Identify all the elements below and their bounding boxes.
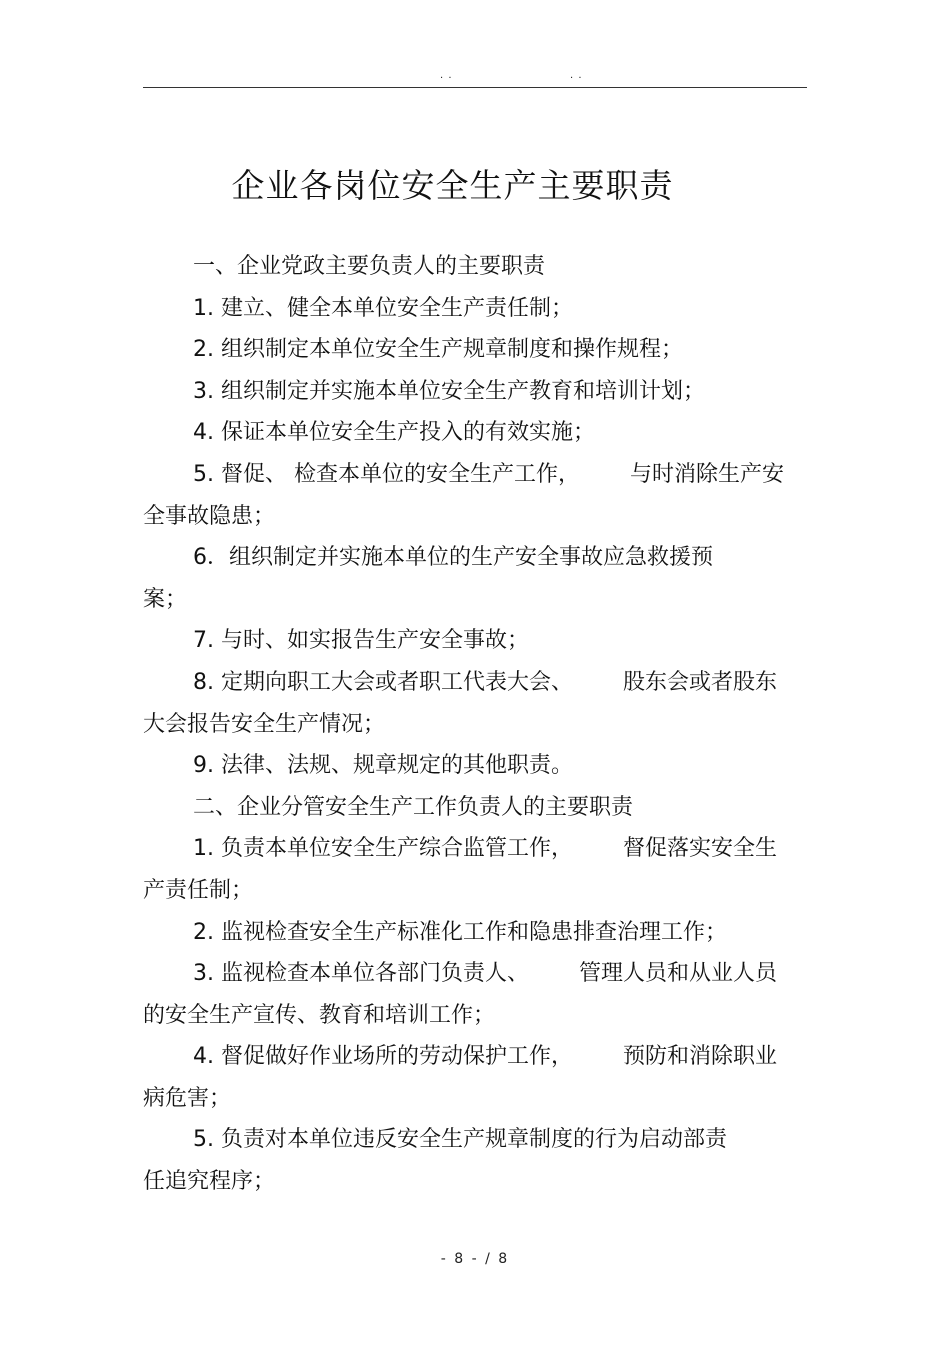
list-item: [143, 662, 793, 704]
header-dots-right: . .: [570, 70, 583, 81]
list-item-text: 督促落实安全生: [623, 836, 778, 862]
header-marks: [440, 70, 640, 84]
list-item-continuation: 病危害；: [143, 1085, 232, 1111]
list-item-continuation: 的安全生产宣传、教育和培训工作；: [143, 1002, 496, 1028]
list-item-continuation: 任追究程序；: [143, 1169, 276, 1195]
list-item: 7. 与时、如实报告生产安全事故；: [193, 628, 529, 654]
list-item: [143, 1036, 793, 1078]
page-title: 企业各岗位安全生产主要职责: [231, 166, 674, 205]
list-item: 9. 法律、法规、规章规定的其他职责。: [193, 753, 573, 779]
list-item-text: 与时消除生产安: [629, 461, 784, 487]
list-item: 1. 建立、健全本单位安全生产责任制；: [193, 295, 573, 321]
list-item-text: 股东会或者股东: [623, 669, 778, 695]
list-item-text: 3. 监视检查本单位各部门负责人、: [193, 961, 529, 987]
list-item: [143, 828, 793, 870]
list-item: 5. 负责对本单位违反安全生产规章制度的行为启动部责: [193, 1127, 727, 1153]
list-item: 4. 保证本单位安全生产投入的有效实施；: [193, 420, 595, 446]
list-item-text: 1. 负责本单位安全生产综合监管工作，: [193, 836, 573, 862]
list-item: 2. 组织制定本单位安全生产规章制度和操作规程；: [193, 337, 683, 363]
list-item-text: 管理人员和从业人员: [579, 961, 778, 987]
section-heading: 一、企业党政主要负责人的主要职责: [193, 254, 546, 279]
list-item: 6．组织制定并实施本单位的生产安全事故应急救援预: [193, 545, 713, 571]
list-item-continuation: 大会报告安全生产情况；: [143, 711, 386, 737]
document-body: [143, 246, 793, 1203]
list-item-text: 4. 督促做好作业场所的劳动保护工作，: [193, 1044, 573, 1070]
header-rule: [143, 87, 807, 88]
list-item-text: 预防和消除职业: [623, 1044, 778, 1070]
list-item: 2. 监视检查安全生产标准化工作和隐患排查治理工作；: [193, 919, 727, 945]
list-item-text: 8. 定期向职工大会或者职工代表大会、: [193, 669, 573, 695]
list-item: 3. 组织制定并实施本单位安全生产教育和培训计划；: [193, 378, 705, 404]
header-dots-left: . .: [440, 70, 453, 81]
section-heading: 二、企业分管安全生产工作负责人的主要职责: [193, 794, 634, 820]
page-number: - 8 - / 8: [440, 1251, 510, 1267]
list-item-text: 5. 督促、 检查本单位的安全生产工作，: [193, 461, 580, 487]
list-item-continuation: 产责任制；: [143, 877, 254, 903]
list-item: [143, 454, 793, 496]
list-item: [143, 953, 793, 995]
list-item-continuation: 案；: [143, 586, 188, 612]
list-item-continuation: 全事故隐患；: [143, 503, 276, 529]
